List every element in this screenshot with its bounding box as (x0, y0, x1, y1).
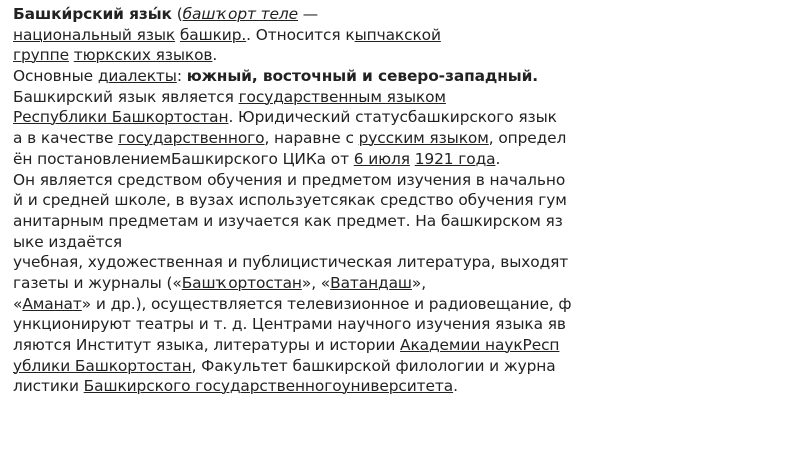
link-text[interactable]: национальный язык (13, 25, 176, 44)
plain-text: : (176, 67, 187, 86)
plain-text: ыке издаётся (13, 232, 123, 251)
article-text (13, 4, 717, 397)
text-line (13, 66, 717, 87)
link-text[interactable]: Аманат (22, 294, 82, 313)
plain-text: анитарным предметам и изучается как предмет. На башкирском яз (13, 211, 563, 230)
link-text[interactable]: башҡорт теле (182, 5, 298, 23)
link-text[interactable]: диалекты (97, 67, 177, 86)
plain-text: . Относится к (246, 25, 355, 44)
text-line (13, 45, 717, 66)
text-line (13, 107, 717, 128)
plain-text: . Юридический статусбашкирского язык (228, 108, 557, 127)
plain-text: Он является средством обучения и предметом изучения в начально (13, 170, 566, 189)
plain-text: », (411, 273, 427, 292)
text-line (13, 294, 717, 315)
link-text[interactable]: 1921 года (414, 149, 496, 168)
plain-text: . (495, 149, 501, 168)
link-text[interactable]: группе (13, 46, 69, 65)
link-text[interactable]: Академии наукРесп (400, 336, 560, 354)
plain-text: , наравне с (264, 129, 359, 148)
text-line (13, 4, 717, 25)
text-line (13, 25, 717, 46)
link-text[interactable]: ыпчакской (354, 25, 441, 44)
link-text[interactable]: башкир. (179, 25, 247, 44)
link-text[interactable]: государственным языком (238, 87, 446, 106)
text-line (13, 232, 717, 253)
text-line (13, 87, 717, 108)
link-text[interactable]: государственного (118, 129, 265, 148)
text-line (13, 376, 717, 397)
plain-text: » и др.), осуществляется телевизионное и радиовещание, ф (81, 294, 572, 313)
link-text[interactable]: Республики Башкортостан (13, 108, 229, 127)
plain-text: , определ (488, 129, 567, 148)
plain-text: — (298, 5, 319, 23)
plain-text: а в качестве (13, 129, 119, 148)
text-line (13, 252, 717, 273)
text-line (13, 149, 717, 170)
plain-text: . (212, 46, 218, 65)
text-line (13, 335, 717, 356)
link-text[interactable]: Башҡортостан (181, 273, 302, 292)
text-line (13, 211, 717, 232)
text-line (13, 170, 717, 191)
plain-text: Башки́рский язы́к (13, 5, 172, 23)
link-text[interactable]: Ватандаш (330, 273, 412, 292)
text-line (13, 356, 717, 377)
text-line (13, 190, 717, 211)
plain-text: ён постановлениемБашкирского ЦИКа от (13, 149, 354, 168)
plain-text: Башкирский язык является (13, 87, 239, 106)
plain-text: газеты и журналы (« (13, 273, 182, 292)
text-line (13, 314, 717, 335)
plain-text: , Факультет башкирской филологии и журна (191, 356, 556, 375)
text-line (13, 273, 717, 294)
plain-text: ( (171, 5, 183, 23)
link-text[interactable]: тюркских языков (73, 46, 213, 65)
plain-text: й и средней школе, в вузах используетсякак средство обучения гум (13, 191, 567, 210)
link-text[interactable]: ублики Башкортостан (13, 356, 192, 375)
plain-text: », « (301, 273, 331, 292)
plain-text: ункционируют театры и т. д. Центрами научного изучения языка яв (13, 315, 566, 334)
link-text[interactable]: русским языком (358, 129, 489, 148)
plain-text: « (13, 294, 23, 313)
text-line (13, 128, 717, 149)
link-text[interactable]: Башкирского государственногоуниверситета (83, 377, 454, 396)
link-text[interactable]: 6 июля (353, 149, 410, 168)
plain-text: Основные (13, 67, 98, 86)
plain-text: ляются Институт языка, литературы и истории (13, 336, 401, 354)
plain-text: учебная, художественная и публицистическая литература, выходят (13, 253, 569, 272)
plain-text: листики (13, 377, 84, 396)
plain-text: южный, восточный и северо-западный. (186, 67, 539, 86)
plain-text: . (453, 377, 458, 396)
